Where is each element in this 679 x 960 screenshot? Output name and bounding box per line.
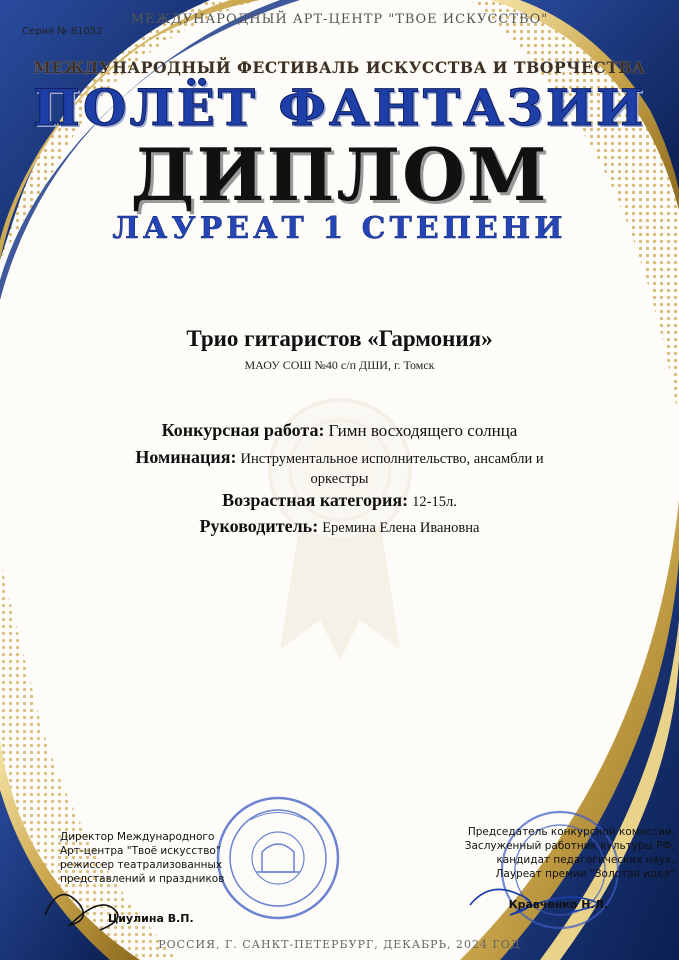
age-row xyxy=(0,490,679,511)
nomination-value-cont: оркестры xyxy=(310,471,369,487)
left-signatory-name: Циулина В.П. xyxy=(108,912,194,925)
series-number: Серия № 81052 xyxy=(22,26,103,37)
right-signatory-line: кандидат педагогических наук, xyxy=(496,854,675,866)
document-title: ДИПЛОМ xyxy=(130,132,549,217)
contest-name: ПОЛЁТ ФАНТАЗИИ xyxy=(32,78,647,137)
leader-label: Руководитель: xyxy=(199,516,319,536)
participant-name: Трио гитаристов «Гармония» xyxy=(186,326,493,351)
festival-name: МЕЖДУНАРОДНЫЙ ФЕСТИВАЛЬ ИСКУССТВА И ТВОРЧЕСТВА xyxy=(33,58,646,77)
organization-name: МЕЖДУНАРОДНЫЙ АРТ-ЦЕНТР "ТВОЕ ИСКУССТВО" xyxy=(130,12,549,27)
left-signatory-line: представлений и праздников xyxy=(60,873,225,885)
work-label: Конкурсная работа: xyxy=(161,420,325,440)
nomination-label: Номинация: xyxy=(135,447,237,467)
right-signatory-line: Лауреат премии "Золотая идея" xyxy=(495,868,675,880)
work-value: Гимн восходящего солнца xyxy=(328,421,518,440)
nomination-row xyxy=(0,447,679,468)
right-signatory-name: Кравченко Н.Л. xyxy=(508,898,608,911)
nomination-row-cont xyxy=(0,470,679,488)
left-signatory-line: режиссер театрализованных xyxy=(60,859,223,871)
left-signatory-title xyxy=(60,830,260,886)
nomination-value: Инструментальное исполнительство, ансамбли и xyxy=(240,451,544,467)
right-signatory-line: Заслуженный работник культуры РФ, xyxy=(464,840,675,852)
work-row xyxy=(0,420,679,441)
age-value: 12-15л. xyxy=(412,494,457,510)
leader-row xyxy=(0,516,679,537)
left-signatory-line: Директор Международного xyxy=(60,831,215,843)
age-label: Возрастная категория: xyxy=(222,490,409,510)
left-signatory-line: Арт-центра "Твоё искусство" xyxy=(60,845,221,857)
right-signatory-line: Председатель конкурсной комиссии, xyxy=(467,826,675,838)
footer-location-date: РОССИЯ, Г. САНКТ-ПЕТЕРБУРГ, ДЕКАБРЬ, 2024 ГОД xyxy=(158,938,521,951)
institution-name: МАОУ СОШ №40 с/п ДШИ, г. Томск xyxy=(244,358,435,372)
leader-value: Еремина Елена Ивановна xyxy=(322,520,480,536)
award-title: ЛАУРЕАТ 1 СТЕПЕНИ xyxy=(112,211,567,246)
right-signatory-title xyxy=(420,825,675,881)
